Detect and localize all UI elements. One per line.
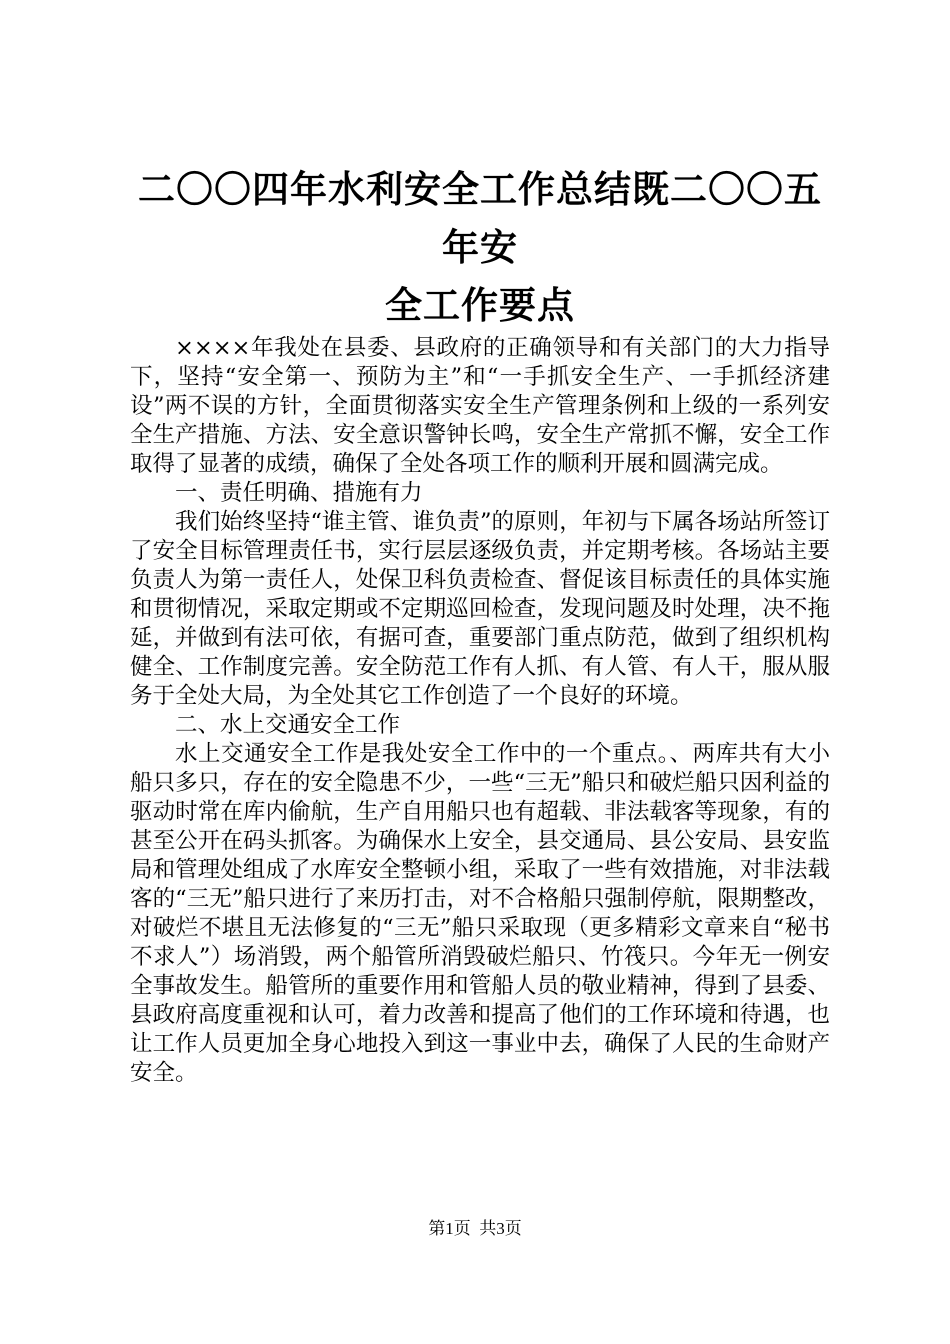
intro-paragraph: ××××年我处在县委、县政府的正确领导和有关部门的大力指导下，坚持“安全第一、预防为主”和“一手抓安全生产、一手抓经济建设”两不误的方针，全面贯彻落实安全生产管理条例和上级的一系列安全生产措施、方法、安全意识警钟长鸣，安全生产常抓不懈，安全工作取得了显著的成绩，确保了全处各项工作的顺利开展和圆满完成。: [130, 335, 830, 477]
section-1-paragraph: 我们始终坚持“谁主管、谁负责”的原则，年初与下属各场站所签订了安全目标管理责任书，实行层层逐级负责，并定期考核。各场站主要负责人为第一责任人，处保卫科负责检查、督促该目标责任的具体实施和贯彻情况，采取定期或不定期巡回检查，发现问题及时处理，决不拖延，并做到有法可依，有据可查，重要部门重点防范，做到了组织机构健全、工作制度完善。安全防范工作有人抓、有人管、有人干，服从服务于全处大局，为全处其它工作创造了一个良好的环境。: [130, 509, 830, 709]
title-line-2: 全工作要点: [385, 283, 575, 327]
document-title: [130, 160, 830, 334]
section-heading-1: 一、责任明确、措施有力: [175, 480, 423, 506]
page-number: 第1页 共3页: [428, 1219, 522, 1238]
section-heading-2: 二、水上交通安全工作: [175, 712, 401, 738]
section-2-paragraph: 水上交通安全工作是我处安全工作中的一个重点。、两库共有大小船只多只，存在的安全隐患不少，一些“三无”船只和破烂船只因利益的驱动时常在库内偷航，生产自用船只也有超载、非法载客等现象，有的甚至公开在码头抓客。为确保水上安全，县交通局、县公安局、县安监局和管理处组成了水库安全整顿小组，采取了一些有效措施，对非法载客的“三无”船只进行了来历打击，对不合格船只强制停航，限期整改，对破烂不堪且无法修复的“三无”船只采取现（更多精彩文章来自“秘书不求人”）场消毁，两个船管所消毁破烂船只、竹筏只。今年无一例安全事故发生。船管所的重要作用和管船人员的敬业精神，得到了县委、县政府高度重视和认可，着力改善和提高了他们的工作环境和待遇，也让工作人员更加全身心地投入到这一事业中去，确保了人民的生命财产安全。: [130, 741, 830, 1086]
title-line-1: 二〇〇四年水利安全工作总结既二〇〇五年安: [138, 167, 822, 269]
document-page: [130, 160, 830, 1088]
page-footer: [0, 1214, 950, 1239]
